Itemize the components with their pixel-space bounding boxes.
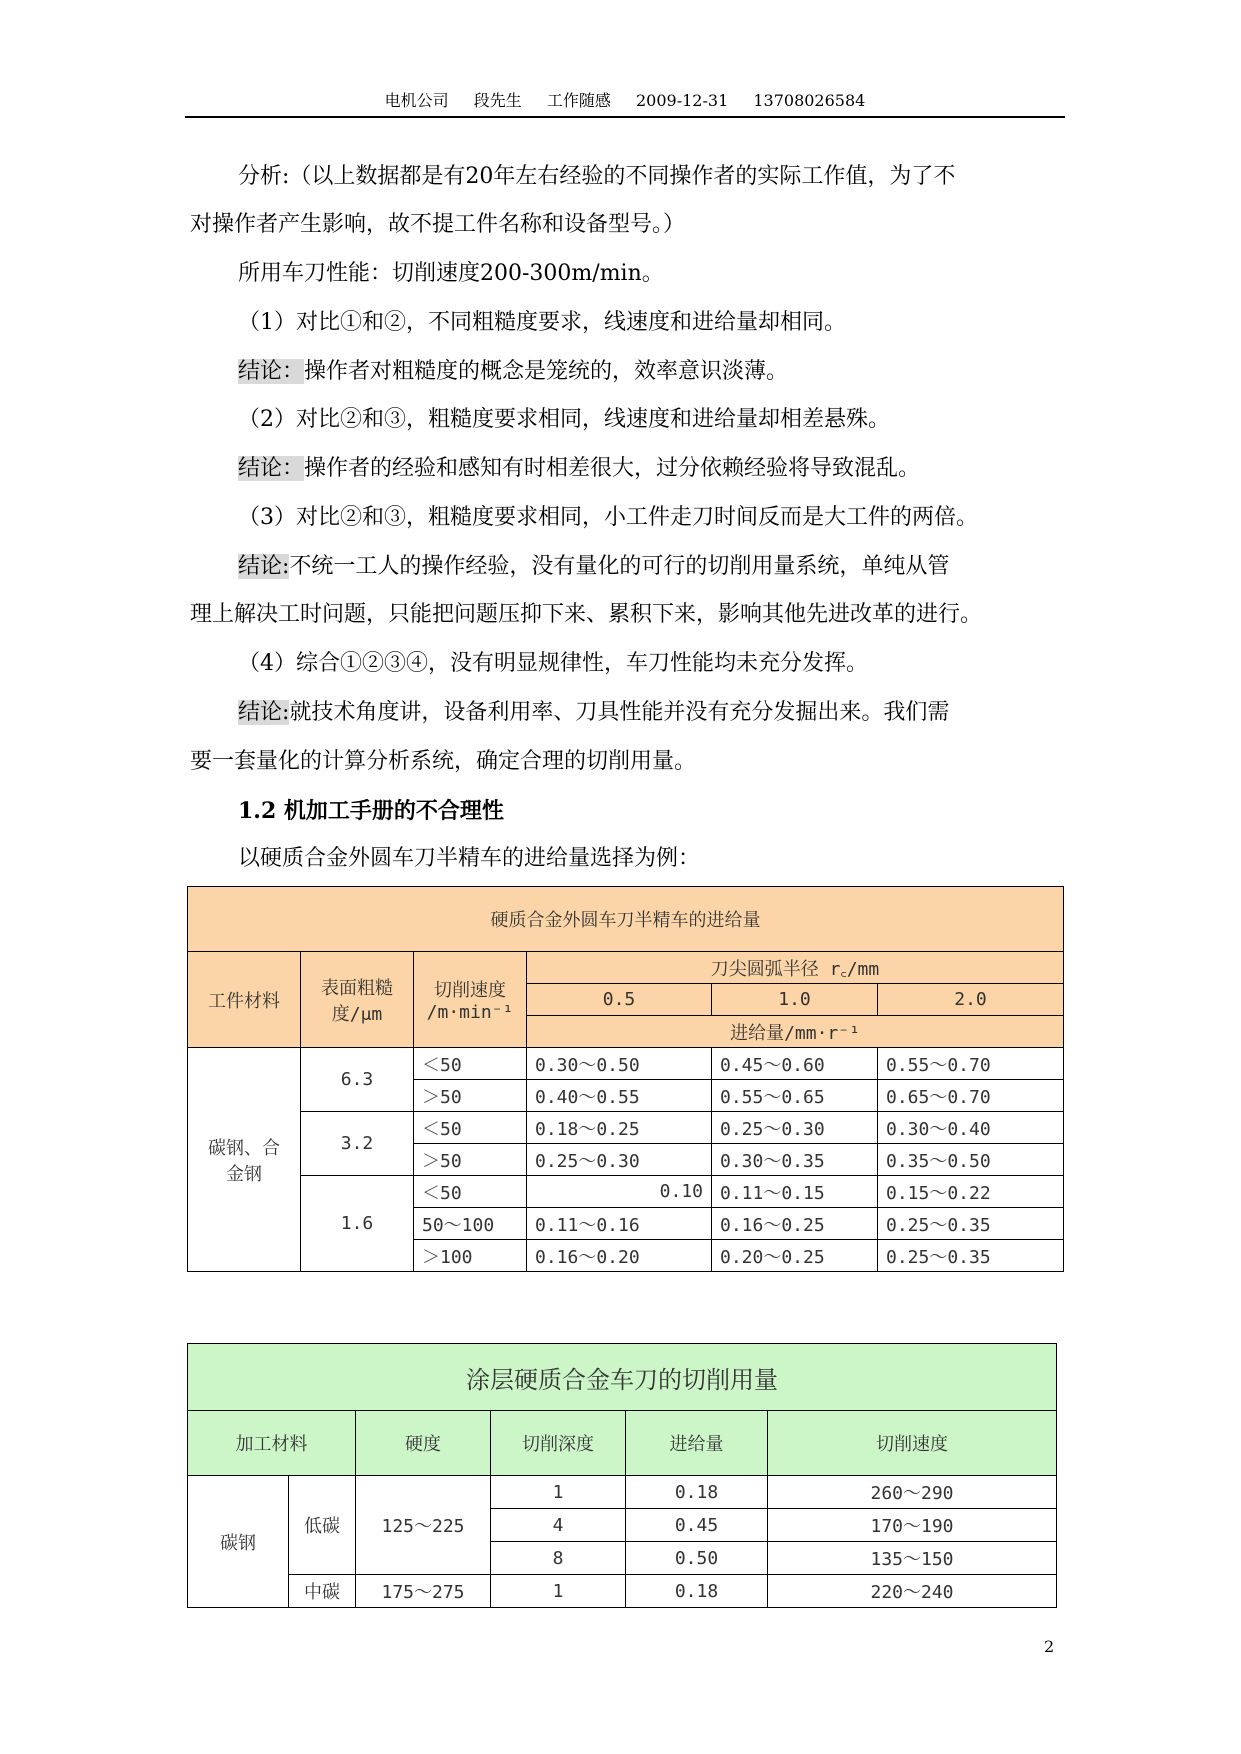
cell-feed: 0.18	[626, 1476, 768, 1509]
cell-depth: 1	[491, 1476, 626, 1509]
page-header	[185, 88, 1065, 118]
cell-feed: 0.30～0.50	[527, 1048, 712, 1080]
header-speed: 切削速度 /m·min⁻¹	[414, 952, 527, 1048]
cell-roughness: 3.2	[301, 1112, 414, 1176]
paragraph: 要一套量化的计算分析系统，确定合理的切削用量。	[190, 749, 697, 774]
header-material: 加工材料	[188, 1411, 356, 1476]
section-heading: 1.2 机加工手册的不合理性	[238, 798, 504, 824]
cell-feed: 0.50	[626, 1542, 768, 1575]
cell-feed: 0.65～0.70	[878, 1080, 1064, 1112]
header-radius: 刀尖圆弧半径 r꜀/mm	[527, 952, 1064, 984]
cell-carbon-type: 中碳	[289, 1575, 356, 1608]
cell-depth: 4	[491, 1509, 626, 1542]
cell-speed: ＜50	[414, 1048, 527, 1080]
header-topic: 工作随感	[546, 91, 611, 110]
cell-feed: 0.30～0.40	[878, 1112, 1064, 1144]
header-radius-value: 0.5	[527, 984, 712, 1016]
conclusion-label: 结论:	[238, 700, 290, 725]
cell-feed: 0.25～0.30	[527, 1144, 712, 1176]
table-row	[188, 1048, 1064, 1080]
cell-speed: ＜50	[414, 1112, 527, 1144]
header-radius-value: 1.0	[712, 984, 878, 1016]
cell-speed: 50～100	[414, 1208, 527, 1240]
cell-feed: 0.55～0.65	[712, 1080, 878, 1112]
cell-feed: 0.40～0.55	[527, 1080, 712, 1112]
conclusion-paragraph: 结论：操作者对粗糙度的概念是笼统的，效率意识淡薄。	[238, 359, 789, 384]
header-speed: 切削速度	[768, 1411, 1057, 1476]
header-radius-value: 2.0	[878, 984, 1064, 1016]
header-date: 2009-12-31	[636, 91, 729, 110]
paragraph: 所用车刀性能：切削速度200-300m/min。	[238, 261, 664, 286]
table-row	[188, 1176, 1064, 1208]
cell-hardness: 175～275	[356, 1575, 491, 1608]
table-row	[188, 1575, 1057, 1608]
header-feed: 进给量/mm·r⁻¹	[527, 1016, 1064, 1048]
paragraph: （4）综合①②③④，没有明显规律性，车刀性能均未充分发挥。	[238, 651, 868, 676]
header-feed: 进给量	[626, 1411, 768, 1476]
conclusion-paragraph: 结论：操作者的经验和感知有时相差很大，过分依赖经验将导致混乱。	[238, 456, 921, 481]
cell-feed: 0.30～0.35	[712, 1144, 878, 1176]
header-person: 段先生	[473, 91, 522, 110]
cell-hardness: 125～225	[356, 1476, 491, 1575]
header-company: 电机公司	[384, 91, 449, 110]
header-depth: 切削深度	[491, 1411, 626, 1476]
cell-speed: 170～190	[768, 1509, 1057, 1542]
header-roughness: 表面粗糙 度/μm	[301, 952, 414, 1048]
cell-feed: 0.35～0.50	[878, 1144, 1064, 1176]
header-phone: 13708026584	[753, 91, 866, 110]
cell-feed: 0.25～0.35	[878, 1208, 1064, 1240]
cell-feed: 0.45～0.60	[712, 1048, 878, 1080]
header-material: 工件材料	[188, 952, 301, 1048]
page-number: 2	[1044, 1637, 1055, 1656]
cell-feed: 0.25～0.35	[878, 1240, 1064, 1272]
paragraph: （2）对比②和③，粗糙度要求相同，线速度和进给量却相差悬殊。	[238, 407, 890, 432]
table-row	[188, 1112, 1064, 1144]
paragraph: 理上解决工时问题，只能把问题压抑下来、累积下来，影响其他先进改革的进行。	[190, 602, 983, 627]
paragraph: 对操作者产生影响，故不提工件名称和设备型号。）	[190, 212, 686, 237]
cell-feed: 0.16～0.20	[527, 1240, 712, 1272]
conclusion-label: 结论:	[238, 554, 290, 579]
cell-speed: 260～290	[768, 1476, 1057, 1509]
conclusion-label: 结论：	[238, 359, 305, 384]
cell-depth: 1	[491, 1575, 626, 1608]
paragraph: 分析:（以上数据都是有20年左右经验的不同操作者的实际工作值，为了不	[238, 164, 956, 189]
cell-feed: 0.10	[527, 1176, 712, 1208]
cell-feed: 0.20～0.25	[712, 1240, 878, 1272]
cell-feed: 0.18	[626, 1575, 768, 1608]
cell-feed: 0.45	[626, 1509, 768, 1542]
table-title: 涂层硬质合金车刀的切削用量	[188, 1344, 1057, 1411]
cell-feed: 0.11～0.15	[712, 1176, 878, 1208]
cell-feed: 0.15～0.22	[878, 1176, 1064, 1208]
conclusion-paragraph: 结论:就技术角度讲，设备利用率、刀具性能并没有充分发掘出来。我们需	[238, 700, 950, 725]
cell-speed: 135～150	[768, 1542, 1057, 1575]
coated-carbide-table	[187, 1343, 1057, 1608]
cell-speed: ＞50	[414, 1080, 527, 1112]
paragraph: （1）对比①和②，不同粗糙度要求，线速度和进给量却相同。	[238, 310, 846, 335]
cell-feed: 0.16～0.25	[712, 1208, 878, 1240]
cell-feed: 0.11～0.16	[527, 1208, 712, 1240]
paragraph: （3）对比②和③，粗糙度要求相同，小工件走刀时间反而是大工件的两倍。	[238, 505, 978, 530]
feed-table	[187, 886, 1064, 1272]
cell-carbon-type: 低碳	[289, 1476, 356, 1575]
cell-feed: 0.55～0.70	[878, 1048, 1064, 1080]
cell-speed: ＜50	[414, 1176, 527, 1208]
conclusion-label: 结论：	[238, 456, 305, 481]
table-row	[188, 1476, 1057, 1509]
cell-material: 碳钢、合 金钢	[188, 1048, 301, 1272]
table-title: 硬质合金外圆车刀半精车的进给量	[188, 887, 1064, 952]
conclusion-paragraph: 结论:不统一工人的操作经验，没有量化的可行的切削用量系统，单纯从管	[238, 554, 950, 579]
cell-depth: 8	[491, 1542, 626, 1575]
paragraph: 以硬质合金外圆车刀半精车的进给量选择为例：	[238, 846, 701, 871]
cell-material: 碳钢	[188, 1476, 289, 1608]
cell-roughness: 6.3	[301, 1048, 414, 1112]
cell-speed: 220～240	[768, 1575, 1057, 1608]
cell-feed: 0.25～0.30	[712, 1112, 878, 1144]
cell-roughness: 1.6	[301, 1176, 414, 1272]
cell-speed: ＞50	[414, 1144, 527, 1176]
header-hardness: 硬度	[356, 1411, 491, 1476]
cell-speed: ＞100	[414, 1240, 527, 1272]
cell-feed: 0.18～0.25	[527, 1112, 712, 1144]
